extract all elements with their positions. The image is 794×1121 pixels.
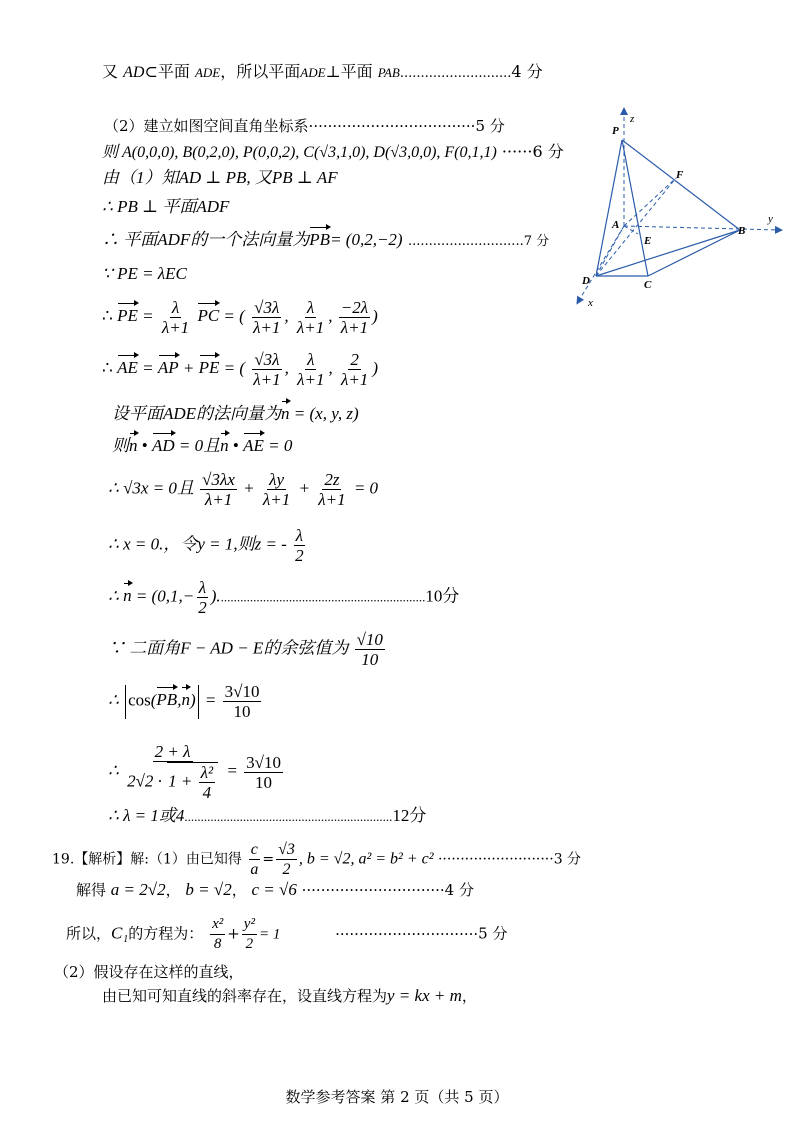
numerator: x²: [210, 915, 225, 935]
text: 1 +: [168, 771, 193, 791]
coordinates-line: [102, 142, 564, 163]
part2-heading: [104, 116, 505, 136]
math-condition: , b = √2, a² = b² + c²: [298, 850, 434, 868]
dots: ···································: [308, 117, 476, 135]
fraction: [251, 298, 282, 337]
text: ∴ x = 0.，令y = 1,则z = -: [108, 534, 287, 554]
label-e: E: [644, 235, 652, 247]
label-f: F: [676, 169, 684, 181]
fraction: [200, 470, 237, 509]
fraction: [295, 350, 326, 389]
fraction: [251, 350, 282, 389]
numerator: c: [250, 841, 258, 858]
math-c1: C₁: [111, 923, 129, 943]
text: 的方程为：: [128, 924, 204, 943]
q19-ellipse-equation: 所以，C₁的方程为： $\frac{\text{x²}}{8}$ + $\frac{\text{y²}}{2}$ = 1 ······························5 分: [66, 916, 508, 952]
label-y: y: [768, 213, 773, 225]
numerator: y²: [242, 915, 257, 935]
vector-n: n: [129, 436, 138, 455]
vector-pe: PE: [117, 306, 138, 326]
denominator: λ+1: [253, 370, 281, 389]
text: 则: [112, 436, 129, 455]
denominator: 2: [295, 546, 304, 565]
math-c: c = √6: [251, 880, 297, 899]
text: ∴ 平面ADF的一个法向量为: [102, 230, 310, 249]
edge-pb: [622, 140, 740, 230]
denominator: λ+1: [340, 370, 369, 389]
numerator: λ²: [200, 763, 214, 782]
numerator: √10: [356, 630, 383, 649]
text: ∴ λ = 1或4: [108, 806, 185, 825]
math-ade: ADE: [194, 65, 221, 80]
denominator: λ+1: [340, 318, 369, 337]
step-pe-vector: ∴ PE = $\frac{\lambda}{\lambda+1}$ PC = ( $\frac{√3\lambda}{\lambda+1}$ , $\frac{\lambda}{\lambda+1}$ , $\frac{-2\lambda}{\lambda+1}$ ): [102, 298, 378, 337]
score: 12分: [392, 806, 427, 825]
tag-analysis: 【解析】: [74, 851, 131, 868]
numerator: √3λx: [202, 470, 235, 489]
denominator: 10: [233, 702, 251, 721]
dots: ··························: [437, 851, 554, 868]
score: 7 分: [523, 234, 550, 249]
score: 5 分: [478, 924, 508, 943]
text: = 0且: [178, 436, 221, 455]
step-solve-lambda: ∴ 2 + λ 2√2 · 1 + $\frac{\text{λ²}}{4}$ = $\frac{3√10}{10}$: [108, 742, 281, 802]
text: （2）建立如图空间直角坐标系: [104, 117, 309, 135]
denominator: λ+1: [297, 370, 325, 389]
fraction: [125, 742, 220, 802]
text: ).: [210, 586, 221, 606]
dots: ······························: [301, 881, 445, 899]
fraction: [248, 840, 260, 879]
step-n-value: [108, 578, 459, 617]
vector-ae: AE: [243, 436, 264, 455]
question-number: 19.: [52, 851, 75, 868]
numerator: λ: [171, 298, 180, 317]
label-a: A: [612, 219, 620, 231]
denominator: 10: [361, 650, 379, 669]
step-cosine-given: [108, 630, 387, 669]
vector-pb: PB: [309, 230, 331, 249]
fraction: [355, 630, 385, 669]
numerator: −2λ: [340, 298, 369, 317]
math-a: a = 2√2: [110, 880, 166, 899]
score: 10分: [425, 586, 460, 606]
vector-ae: AE: [117, 358, 138, 378]
text: 所以，: [66, 924, 112, 943]
dot-symbol: •: [232, 436, 239, 455]
text: 平面: [340, 62, 373, 81]
score: 4 分: [511, 62, 543, 81]
perp-symbol: ⊥: [325, 62, 341, 81]
numerator: λy: [269, 470, 285, 489]
page-footer: 数学参考答案 第 2 页（共 5 页）: [285, 1088, 509, 1106]
numerator: 2: [350, 350, 359, 369]
fraction: [244, 753, 283, 792]
vector-pc: PC: [197, 306, 220, 326]
step-pe-lambda: ∵ PE = λEC: [102, 264, 187, 283]
q19-part1: 19.【解析】解:（1）由已知得 $\frac{c}{a}$ = $\frac{√3}{2}$ , b = √2, a² = b² + c² ··························3 分: [52, 841, 582, 878]
fraction: [293, 526, 306, 565]
edge-pc: [622, 140, 648, 276]
fraction: [295, 298, 326, 337]
denominator: λ+1: [318, 490, 346, 509]
text: 由已知可知直线的斜率存在，设直线方程为: [102, 987, 388, 1005]
denominator: 10: [255, 772, 273, 792]
numerator: √3λ: [254, 350, 280, 369]
label-p: P: [612, 125, 619, 137]
step-dot-products: [112, 436, 292, 456]
fraction: [210, 915, 225, 954]
step-equations: ∴ √3x = 0且 $\frac{√3\lambda x}{\lambda+1}$ + $\frac{\lambda y}{\lambda+1}$ + $\frac{2z}{\lambda+1}$ = 0: [108, 470, 379, 509]
q19-part2: （2）假设存在这样的直线，: [54, 963, 244, 981]
text: = (0,1,−: [135, 586, 195, 606]
vector-n: n: [281, 404, 290, 423]
dots: ...........................: [399, 66, 512, 81]
text: ，所以平面: [220, 62, 301, 81]
math-line-eq: y = kx + m: [387, 986, 462, 1005]
label-z: z: [630, 113, 635, 125]
dots: ······························: [335, 924, 479, 943]
label-c: C: [644, 279, 652, 291]
numerator: λ: [295, 526, 304, 545]
step-normal-adf: [102, 230, 549, 252]
denominator: 2: [282, 861, 291, 878]
math-pab: PAB: [377, 65, 400, 80]
y-axis: [624, 226, 780, 230]
numerator: λ: [198, 578, 207, 597]
denominator: λ+1: [161, 318, 190, 337]
dots: ······: [501, 142, 533, 161]
text: 又: [102, 62, 119, 81]
denominator: [125, 762, 220, 802]
fraction: [196, 578, 209, 617]
denominator: λ+1: [204, 490, 233, 509]
vector-ad: AD: [151, 436, 175, 455]
numerator: √3λ: [254, 298, 280, 317]
math-value: = (0,2,−2): [330, 230, 403, 249]
dot-symbol: •: [141, 436, 148, 455]
denominator: a: [250, 861, 259, 878]
dots: ................................................................: [184, 809, 393, 824]
score: 6 分: [532, 142, 564, 161]
text: ，: [461, 987, 477, 1005]
q19-solve-abc: 解得 a = 2√2， b = √2， c = √6 ······························4 分: [76, 880, 474, 899]
text: 2√2 ·: [127, 771, 162, 791]
label-x: x: [588, 297, 593, 309]
math-b: b = √2: [185, 880, 232, 899]
numerator: 3√10: [224, 682, 260, 701]
step-abs-cos: ∴ cos(PB,n) = $\frac{3√10}{10}$: [108, 682, 260, 721]
denominator: 4: [202, 783, 212, 802]
fraction: [223, 682, 262, 721]
score: 4 分: [444, 881, 474, 899]
text: ∴: [108, 690, 119, 710]
math-value: = (x, y, z): [293, 404, 359, 423]
edge-df: [596, 178, 676, 276]
text: 平面: [157, 62, 190, 81]
vector-n: n: [181, 690, 190, 710]
text: cos: [128, 690, 151, 710]
label-d: D: [582, 275, 590, 287]
step-ae-vector: ∴ AE = AP + PE = ( $\frac{√3\lambda}{\lambda+1}$ , $\frac{\lambda}{\lambda+1}$ , $\frac{2}{\lambda+1}$ ): [102, 350, 378, 389]
numerator: 2z: [324, 470, 340, 489]
numerator: 2 + λ: [154, 742, 191, 761]
text: = 0: [268, 436, 293, 455]
step-x-zero: [108, 526, 308, 565]
step-lambda-result: [108, 806, 426, 827]
pyramid-figure: [568, 106, 788, 316]
numerator: 3√10: [246, 752, 281, 772]
edge-pd: [596, 140, 622, 276]
fraction: [261, 470, 292, 509]
dots: ............................: [408, 234, 524, 249]
subset-symbol: ⊂: [144, 62, 158, 81]
vector-pe: PE: [198, 358, 220, 378]
q19-line-assumption: [102, 986, 477, 1006]
step-pb-perp-adf: ∴ PB ⊥ 平面ADF: [102, 197, 230, 216]
denominator: 2: [198, 598, 207, 617]
line-ade-perp-pab: [102, 62, 543, 84]
vector-n: n: [123, 586, 132, 606]
fraction: [242, 915, 257, 954]
text: ∵ 二面角F − AD − E的余弦值为: [108, 638, 349, 658]
text: 解:（1）由已知得: [130, 851, 242, 868]
fraction: [160, 298, 191, 337]
dots: ...............................................................: [220, 589, 426, 605]
label-b: B: [738, 225, 746, 237]
denominator: 8: [213, 936, 222, 952]
fraction: [339, 298, 370, 337]
abs-bar: [125, 685, 126, 719]
numerator: λ: [307, 350, 315, 369]
vector-pb: PB: [156, 690, 178, 710]
text: ∴: [108, 760, 119, 780]
text: 设平面ADE的法向量为: [112, 404, 282, 423]
denominator: λ+1: [253, 318, 281, 337]
fraction: [316, 470, 347, 509]
step-set-normal: [112, 404, 359, 424]
numerator: λ: [306, 298, 315, 317]
step-from-part1: 由（1）知AD ⊥ PB, 又PB ⊥ AF: [102, 168, 338, 187]
denominator: λ+1: [262, 490, 291, 509]
denominator: 2: [245, 936, 254, 952]
sqrt: [167, 762, 218, 802]
edge-cb: [648, 230, 740, 276]
edge-af: [624, 178, 676, 226]
vector-ap: AP: [157, 358, 179, 378]
score: 3 分: [553, 851, 582, 868]
text: 解得: [76, 881, 107, 899]
text: ∴ √3x = 0且: [108, 478, 194, 498]
vector-n: n: [220, 436, 229, 455]
fraction: [339, 350, 370, 389]
math-ade: ADE: [300, 65, 326, 80]
abs-bar: [198, 685, 199, 719]
text: = 1: [258, 926, 281, 943]
math-coordinates: 则 A(0,0,0), B(0,2,0), P(0,0,2), C(√3,1,0), D(√3,0,0), F(0,1,1): [102, 144, 497, 161]
math-ad: AD: [123, 64, 145, 81]
numerator: √3: [278, 841, 295, 858]
fraction: [199, 763, 215, 802]
text: = 0: [353, 478, 379, 498]
fraction: [276, 840, 297, 879]
denominator: λ+1: [296, 318, 325, 337]
score: 5 分: [475, 117, 505, 135]
text: ∴: [108, 586, 119, 606]
